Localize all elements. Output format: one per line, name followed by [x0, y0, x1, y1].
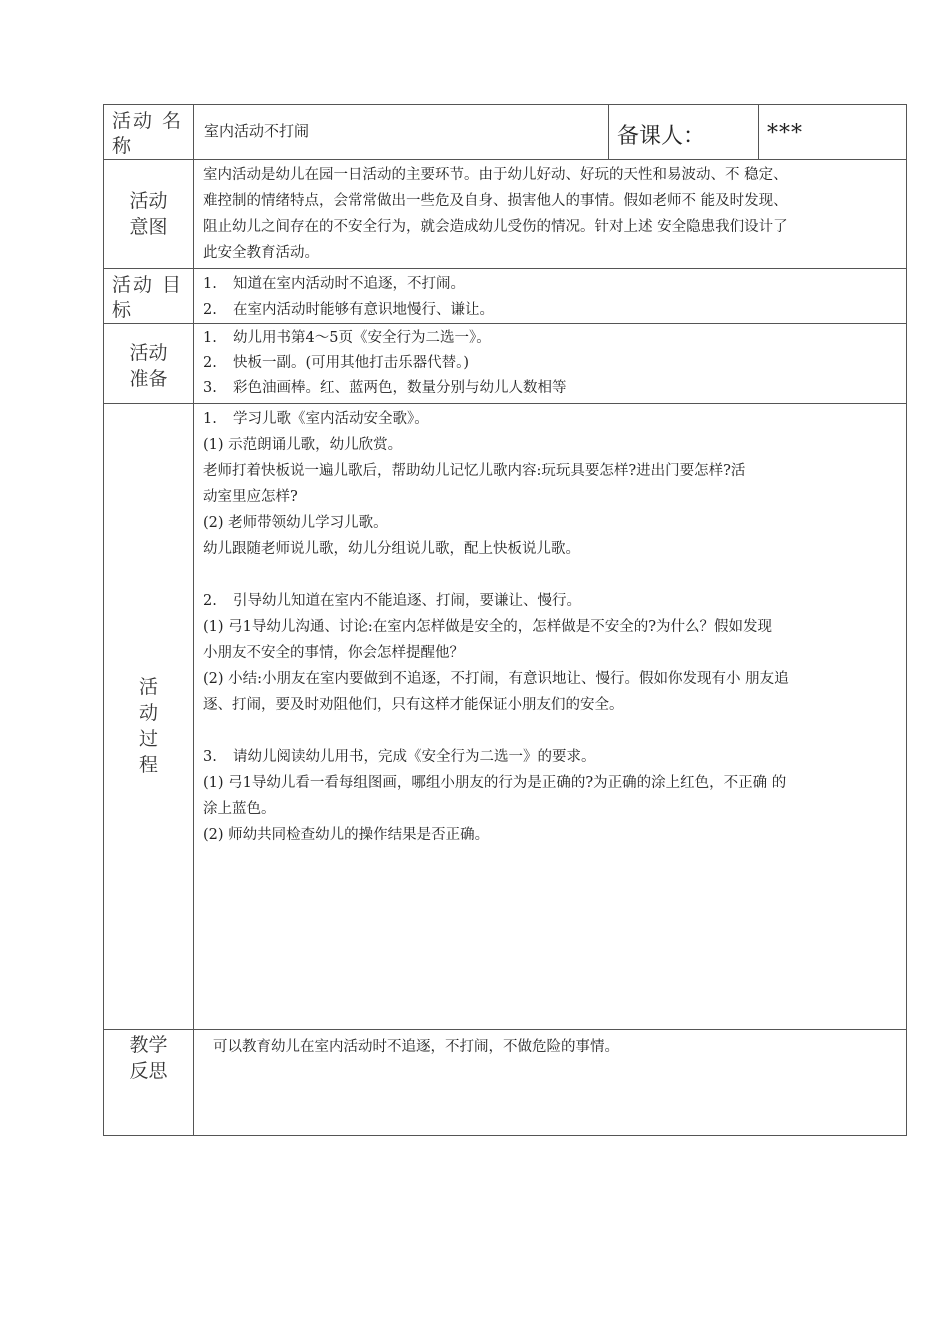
process-line: 老师打着快板说一遍儿歌后，帮助幼儿记忆儿歌内容:玩玩具要怎样?进出门要怎样?活 [203, 463, 746, 479]
prep-item: 2. 快板一副。(可用其他打击乐器代替。) [203, 355, 470, 371]
process-label: 活 动 过 程 [104, 404, 194, 1030]
goals-row [104, 269, 907, 324]
reflection-label: 教学 反思 [104, 1030, 194, 1136]
process-line: (2) 小结:小朋友在室内要做到不追逐，不打闹，有意识地让、慢行。假如你发现有小 朋友追 [203, 671, 789, 687]
prep-item: 1. 幼儿用书第4〜5页《安全行为二选一》。 [203, 330, 491, 346]
intent-label: 活动 意图 [104, 160, 194, 269]
process-line: (2) 师幼共同检查幼儿的操作结果是否正确。 [203, 827, 490, 843]
goal-item: 1. 知道在室内活动时不追逐，不打闹。 [203, 276, 465, 292]
step-3-title: 3. 请幼儿阅读幼儿用书，完成《安全行为二选一》的要求。 [203, 749, 596, 765]
process-line: (1) 弓1导幼儿看一看每组图画，哪组小朋友的行为是正确的?为正确的涂上红色，不正确 的 [203, 775, 787, 791]
prep-item: 3. 彩色油画棒。红、蓝两色，数量分别与幼儿人数相等 [203, 380, 567, 396]
preparer-value: *** [759, 105, 907, 160]
step-2-title: 2. 引导幼儿知道在室内不能追逐、打闹，要谦让、慢行。 [203, 593, 581, 609]
step-1-title: 1. 学习儿歌《室内活动安全歌》。 [203, 411, 429, 427]
goals-content [194, 269, 907, 324]
prep-label: 活动 准备 [104, 324, 194, 404]
preparer-label: 备课人： [609, 105, 759, 160]
process-line: 涂上蓝色。 [203, 801, 276, 817]
process-line: 小朋友不安全的事情，你会怎样提醒他？ [203, 645, 464, 661]
intent-content [194, 160, 907, 269]
reflection-content: 可以教育幼儿在室内活动时不追逐，不打闹，不做危险的事情。 [194, 1030, 907, 1136]
activity-name-value: 室内活动不打闹 [194, 105, 609, 160]
reflection-row [104, 1030, 907, 1136]
lesson-plan-table [103, 104, 907, 1136]
intent-line: 此安全教育活动。 [203, 245, 319, 261]
goal-item: 2. 在室内活动时能够有意识地慢行、谦让。 [203, 302, 494, 318]
process-line: 幼儿跟随老师说儿歌，幼儿分组说儿歌，配上快板说儿歌。 [203, 541, 580, 557]
header-row [104, 105, 907, 160]
intent-line: 阻止幼儿之间存在的不安全行为，就会造成幼儿受伤的情况。针对上述 安全隐患我们设计了 [203, 219, 788, 235]
prep-content [194, 324, 907, 404]
process-line: 逐、打闹，要及时劝阻他们，只有这样才能保证小朋友们的安全。 [203, 697, 624, 713]
prep-row [104, 324, 907, 404]
intent-line: 难控制的情绪特点，会常常做出一些危及自身、损害他人的事情。假如老师不 能及时发现、 [203, 193, 788, 209]
activity-name-label: 活动 名称 [104, 105, 194, 160]
process-line: (1) 示范朗诵儿歌，幼儿欣赏。 [203, 437, 403, 453]
goals-label: 活动 目标 [104, 269, 194, 324]
spacer [203, 718, 902, 744]
process-line: 动室里应怎样? [203, 489, 298, 505]
intent-row [104, 160, 907, 269]
spacer [203, 562, 902, 588]
process-content [194, 404, 907, 1030]
intent-line: 室内活动是幼儿在园一日活动的主要环节。由于幼儿好动、好玩的天性和易波动、不 稳定、 [203, 167, 788, 183]
process-line: (2) 老师带领幼儿学习儿歌。 [203, 515, 388, 531]
process-row [104, 404, 907, 1030]
process-line: (1) 弓1导幼儿沟通、讨论:在室内怎样做是安全的，怎样做是不安全的?为什么？假如发现 [203, 619, 773, 635]
